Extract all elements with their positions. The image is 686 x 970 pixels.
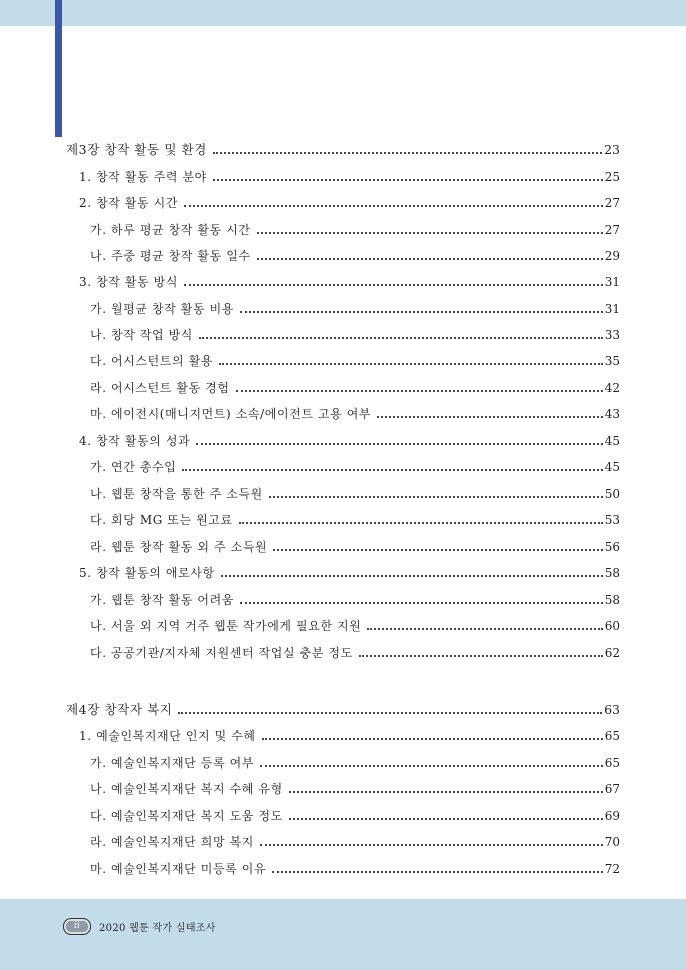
toc-item[interactable] — [90, 484, 620, 502]
toc-section[interactable] — [79, 193, 620, 211]
toc-page: 60 — [604, 619, 620, 633]
dot-leader — [257, 258, 603, 260]
toc-label: 다. 공공기관/지자체 지원센터 작업실 충분 정도 — [90, 646, 353, 660]
toc-page: 72 — [604, 862, 620, 876]
dot-leader — [260, 765, 603, 767]
toc-label: 4. 창작 활동의 성과 — [79, 434, 191, 448]
toc-page: 23 — [604, 142, 620, 157]
toc-label: 라. 웹툰 창작 활동 외 주 소득원 — [90, 540, 268, 554]
toc-section[interactable] — [79, 726, 620, 744]
toc-item[interactable] — [90, 325, 620, 343]
dot-leader — [260, 844, 603, 846]
dot-leader — [367, 628, 602, 630]
toc-page: 50 — [604, 487, 620, 501]
toc-item[interactable] — [90, 404, 620, 422]
toc-label: 다. 예술인복지재단 복지 도움 정도 — [90, 809, 283, 823]
toc-label: 마. 예술인복지재단 미등록 이유 — [90, 862, 267, 876]
dot-leader — [219, 363, 603, 365]
toc-page: 42 — [604, 381, 620, 395]
toc-page: 27 — [604, 223, 620, 237]
dot-leader — [269, 496, 603, 498]
toc-label: 제4장 창작자 복지 — [66, 702, 173, 717]
toc-page: 31 — [604, 275, 620, 289]
toc-item[interactable] — [90, 510, 620, 528]
toc-label: 가. 월평균 창작 활동 비용 — [90, 302, 234, 316]
toc-label: 가. 예술인복지재단 등록 여부 — [90, 756, 254, 770]
toc-section[interactable] — [79, 431, 620, 449]
footer-title: 2020 웹툰 작가 실태조사 — [99, 922, 216, 934]
toc-page: 53 — [604, 513, 620, 527]
toc-page: 65 — [604, 756, 620, 770]
toc-section[interactable] — [79, 563, 620, 581]
dot-leader — [199, 337, 603, 339]
dot-leader — [196, 443, 602, 445]
toc-page: 45 — [604, 460, 620, 474]
toc-label: 1. 창작 활동 주력 분야 — [79, 170, 207, 184]
toc-page: 56 — [604, 540, 620, 554]
toc-chapter[interactable] — [66, 140, 620, 158]
dot-leader — [289, 791, 603, 793]
toc-item[interactable] — [90, 351, 620, 369]
dot-leader — [184, 284, 603, 286]
dot-leader — [236, 390, 603, 392]
toc-section[interactable] — [79, 272, 620, 290]
dot-leader — [182, 469, 602, 471]
toc-page: 63 — [604, 702, 620, 717]
toc-item[interactable] — [90, 537, 620, 555]
toc-label: 3. 창작 활동 방식 — [79, 275, 179, 289]
toc-item[interactable] — [90, 299, 620, 317]
toc-page: 62 — [604, 646, 620, 660]
toc-label: 2. 창작 활동 시간 — [79, 196, 179, 210]
dot-leader — [178, 712, 602, 714]
toc-label: 나. 서울 외 지역 거주 웹툰 작가에게 필요한 지원 — [90, 619, 362, 633]
toc-page: 43 — [604, 407, 620, 421]
toc-page: 45 — [604, 434, 620, 448]
dot-leader — [213, 152, 602, 154]
dot-leader — [184, 205, 603, 207]
toc-label: 나. 주중 평균 창작 활동 일수 — [90, 249, 251, 263]
toc-chapter[interactable] — [66, 700, 620, 718]
toc-label: 마. 에이전시(매니지먼트) 소속/에이전트 고용 여부 — [90, 407, 372, 421]
dot-leader — [273, 549, 603, 551]
toc-page: 31 — [604, 302, 620, 316]
dot-leader — [240, 602, 603, 604]
toc-label: 1. 예술인복지재단 인지 및 수혜 — [79, 729, 256, 743]
toc-page: 29 — [604, 249, 620, 263]
toc-page: 25 — [604, 170, 620, 184]
toc-label: 가. 웹툰 창작 활동 어려움 — [90, 593, 234, 607]
dot-leader — [239, 522, 603, 524]
toc-item[interactable] — [90, 859, 620, 877]
dot-leader — [359, 655, 603, 657]
toc-item[interactable] — [90, 457, 620, 475]
toc-label: 다. 회당 MG 또는 원고료 — [90, 513, 233, 527]
page-number-badge: ii — [63, 918, 91, 935]
toc-item[interactable] — [90, 753, 620, 771]
dot-leader — [289, 818, 603, 820]
dot-leader — [240, 311, 603, 313]
toc-label: 제3장 창작 활동 및 환경 — [66, 142, 207, 157]
toc-label: 라. 어시스턴트 활동 경험 — [90, 381, 230, 395]
toc-page: 58 — [604, 593, 620, 607]
toc-page: 58 — [604, 566, 620, 580]
toc-item[interactable] — [90, 832, 620, 850]
toc-label: 나. 예술인복지재단 복지 수혜 유형 — [90, 782, 283, 796]
dot-leader — [272, 871, 603, 873]
toc-page: 69 — [604, 809, 620, 823]
dot-leader — [377, 416, 603, 418]
dot-leader — [262, 738, 603, 740]
toc-item[interactable] — [90, 779, 620, 797]
toc-page: 35 — [604, 354, 620, 368]
toc-label: 가. 하루 평균 창작 활동 시간 — [90, 223, 251, 237]
toc-label: 5. 창작 활동의 애로사항 — [79, 566, 215, 580]
toc-label: 나. 창작 작업 방식 — [90, 328, 194, 342]
toc-item[interactable] — [90, 378, 620, 396]
toc-page: 65 — [604, 729, 620, 743]
chapter-accent-bar — [55, 0, 62, 137]
toc-label: 라. 예술인복지재단 희망 복지 — [90, 835, 254, 849]
header-band — [0, 0, 686, 26]
toc-item[interactable] — [90, 590, 620, 608]
toc-page: 27 — [604, 196, 620, 210]
toc-label: 다. 어시스턴트의 활용 — [90, 354, 213, 368]
toc-label: 가. 연간 총수입 — [90, 460, 177, 474]
dot-leader — [221, 575, 603, 577]
toc-page: 70 — [604, 835, 620, 849]
toc-item[interactable] — [90, 220, 620, 238]
toc-section[interactable] — [79, 167, 620, 185]
dot-leader — [213, 179, 603, 181]
toc-item[interactable] — [90, 806, 620, 824]
toc-page: 33 — [604, 328, 620, 342]
toc-label: 나. 웹툰 창작을 통한 주 소득원 — [90, 487, 263, 501]
toc-page: 67 — [604, 782, 620, 796]
dot-leader — [257, 232, 603, 234]
toc-item[interactable] — [90, 616, 620, 634]
toc-item[interactable] — [90, 643, 620, 661]
toc-item[interactable] — [90, 246, 620, 264]
page-footer — [63, 917, 216, 935]
